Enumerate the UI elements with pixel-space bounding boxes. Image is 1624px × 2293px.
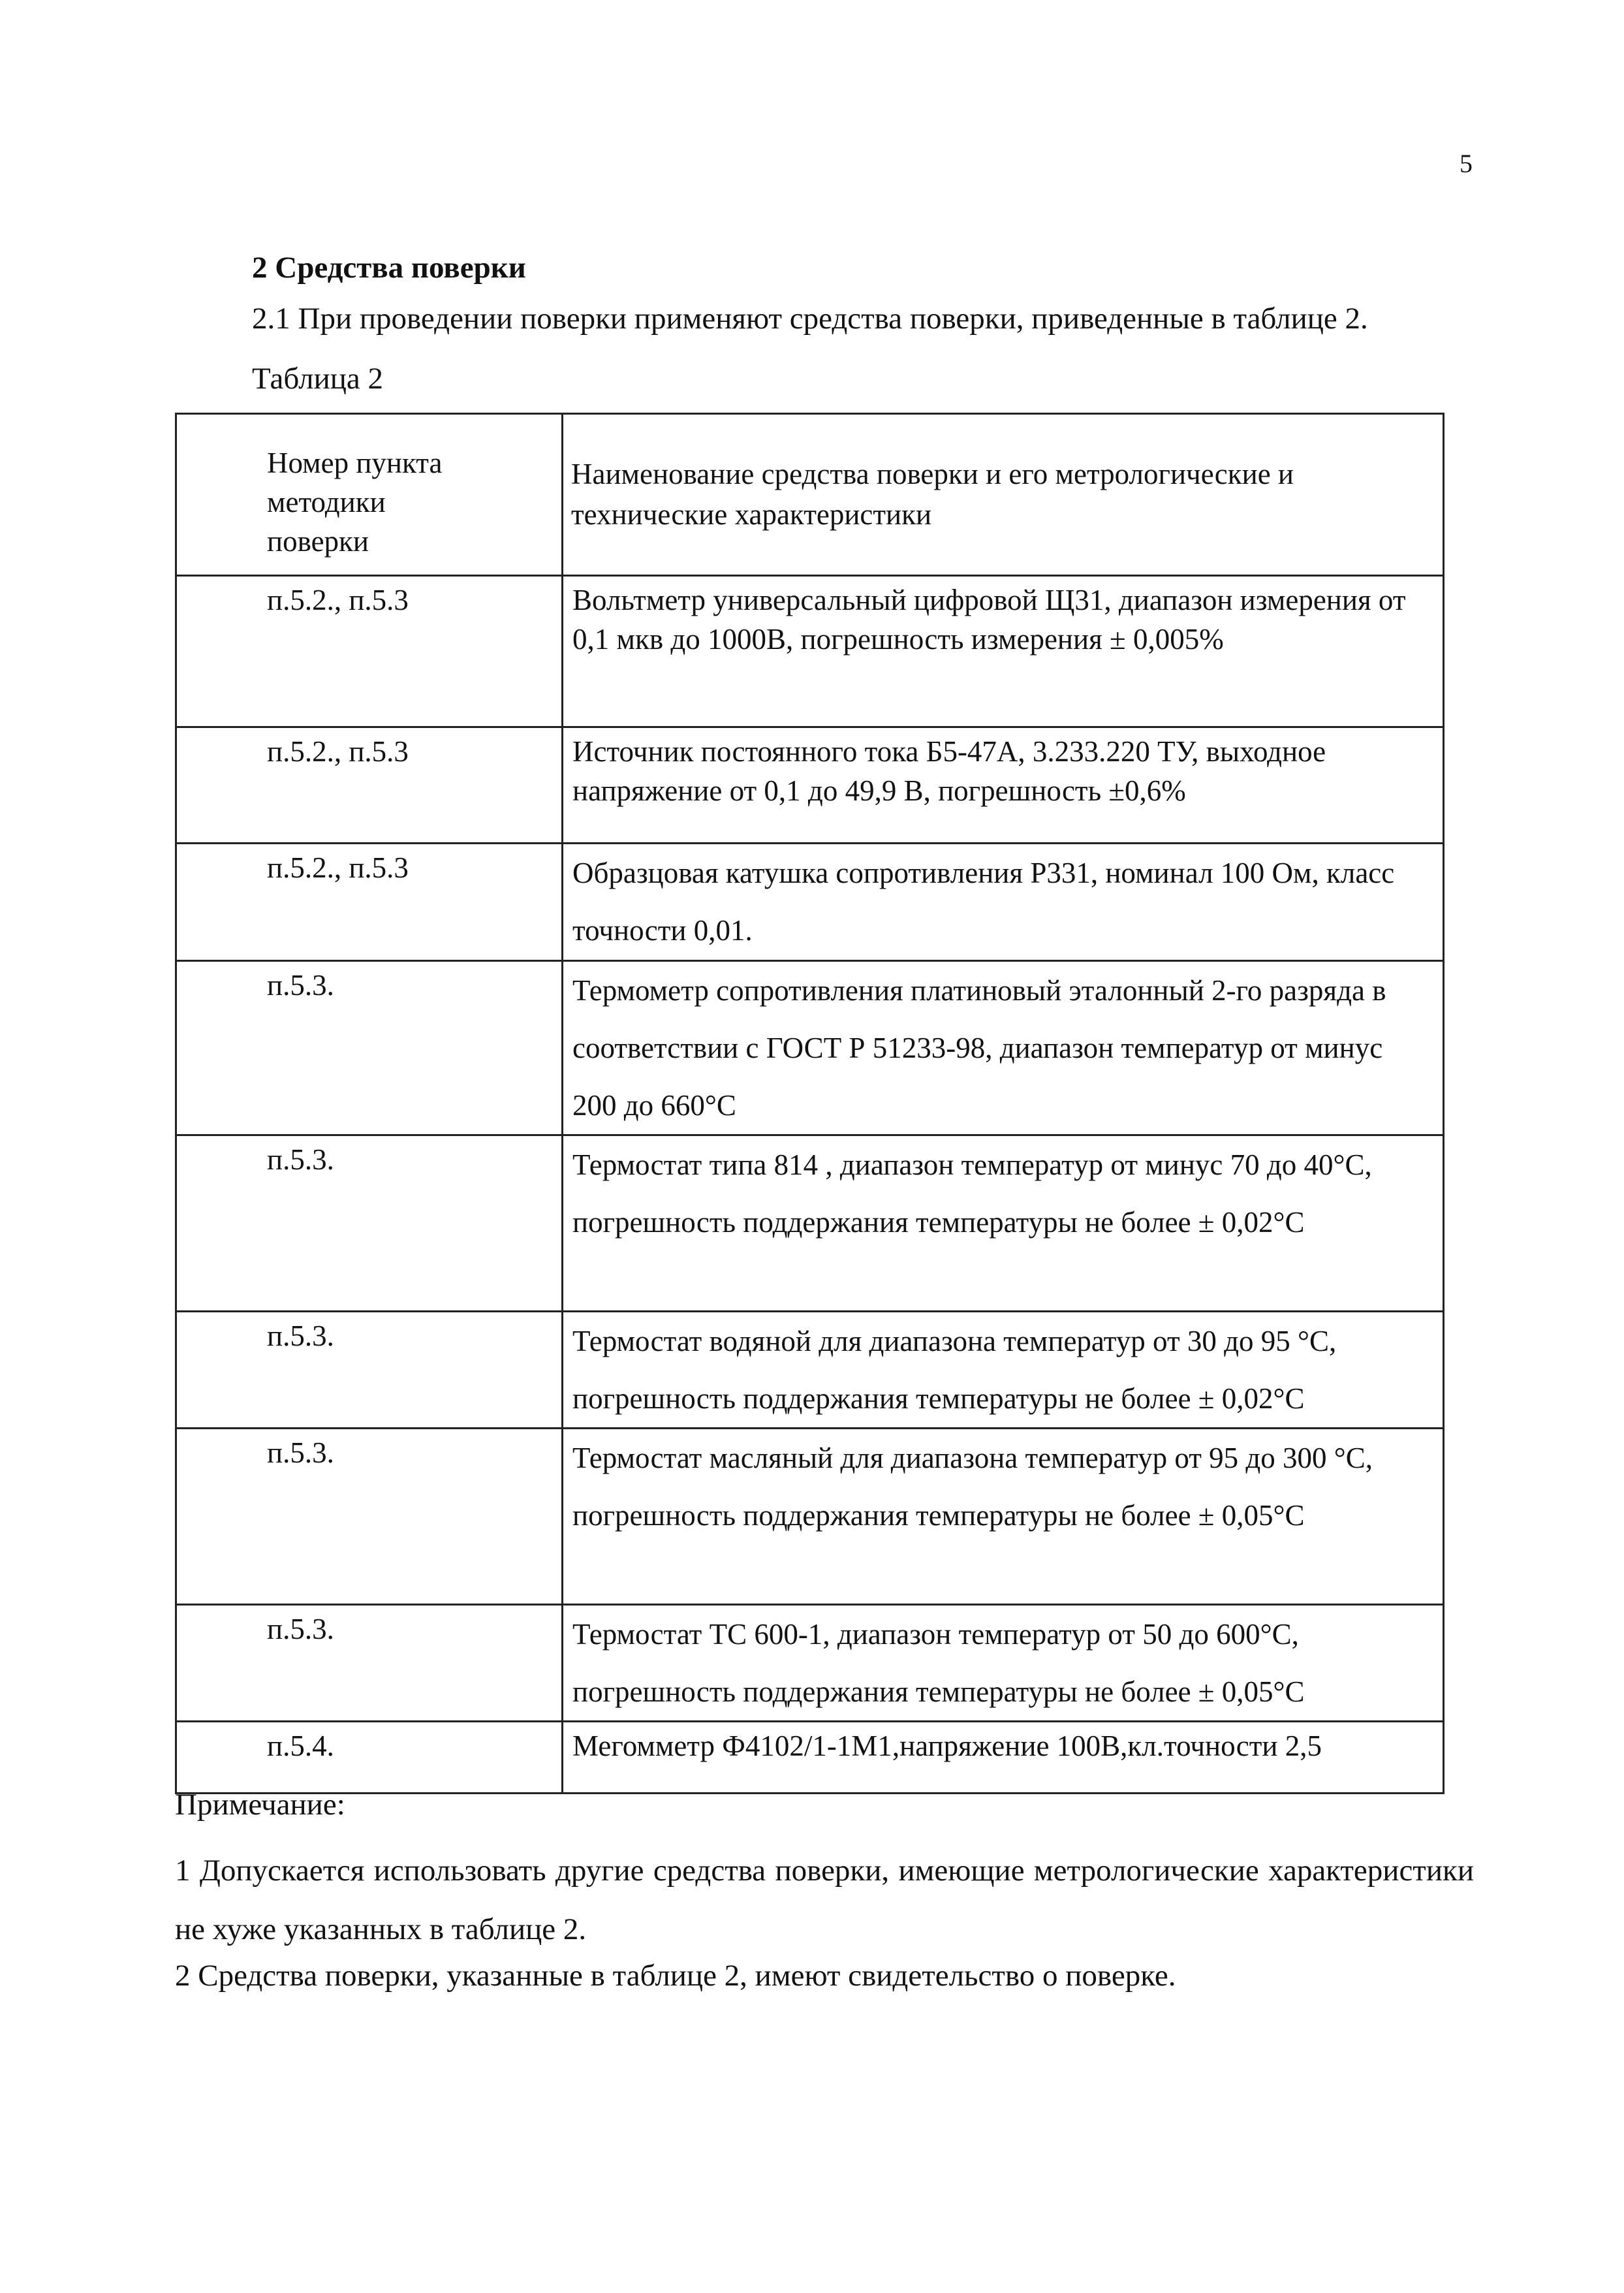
note-item: 1 Допускается использовать другие средства поверки, имеющие метрологические характеристики не хуже указанных в таблице 2. bbox=[175, 1854, 1474, 1946]
table-header-row bbox=[176, 414, 1444, 576]
description-cell bbox=[563, 1135, 1444, 1312]
item-cell bbox=[176, 727, 563, 844]
item-description: Термостат типа 814 , диапазон температур от минус 70 до 40°С, погрешность поддержания температуры не более ± 0,02°С bbox=[572, 1148, 1372, 1239]
item-cell bbox=[176, 1605, 563, 1722]
description-cell bbox=[563, 727, 1444, 844]
item-description: Термостат водяной для диапазона температур от 30 до 95 °С, погрешность поддержания температуры не более ± 0,02°С bbox=[572, 1325, 1337, 1415]
item-cell bbox=[176, 961, 563, 1135]
table-row bbox=[176, 1312, 1444, 1429]
item-description: Мегомметр Ф4102/1-1М1,напряжение 100В,кл.точности 2,5 bbox=[572, 1730, 1322, 1762]
item-number: п.5.4. bbox=[267, 1730, 334, 1762]
item-number: п.5.3. bbox=[267, 1436, 334, 1469]
header-description-label: Наименование средства поверки и его метрологические и технические характеристики bbox=[571, 458, 1294, 531]
item-cell bbox=[176, 844, 563, 961]
page-number: 5 bbox=[1460, 149, 1473, 178]
header-cell-item bbox=[176, 414, 563, 576]
description-cell bbox=[563, 1605, 1444, 1722]
table-caption: Таблица 2 bbox=[252, 362, 384, 396]
table-row bbox=[176, 727, 1444, 844]
notes-label: Примечание: bbox=[175, 1788, 345, 1822]
item-number: п.5.3. bbox=[267, 1320, 334, 1352]
description-cell bbox=[563, 844, 1444, 961]
section-title: 2 Средства поверки bbox=[252, 251, 526, 285]
item-cell bbox=[176, 1312, 563, 1429]
item-description: Термостат масляный для диапазона температур от 95 до 300 °С, погрешность поддержания температуры не более ± 0,05°С bbox=[572, 1442, 1373, 1532]
table-row bbox=[176, 576, 1444, 727]
description-cell bbox=[563, 961, 1444, 1135]
item-description: Термостат ТС 600-1, диапазон температур от 50 до 600°С, погрешность поддержания температуры не более ± 0,05°С bbox=[572, 1618, 1305, 1708]
item-number: п.5.3. bbox=[267, 969, 334, 1002]
description-cell bbox=[563, 1429, 1444, 1605]
verification-tools-table bbox=[175, 413, 1444, 1794]
item-description: Образцовая катушка сопротивления Р331, номинал 100 Ом, класс точности 0,01. bbox=[572, 857, 1395, 947]
header-item-label: Номер пункта методики поверки bbox=[267, 447, 443, 558]
description-cell bbox=[563, 576, 1444, 727]
description-cell bbox=[563, 1312, 1444, 1429]
item-cell bbox=[176, 1429, 563, 1605]
table-row bbox=[176, 844, 1444, 961]
item-cell bbox=[176, 1135, 563, 1312]
table-row bbox=[176, 1605, 1444, 1722]
description-cell bbox=[563, 1722, 1444, 1794]
header-cell-description bbox=[563, 414, 1444, 576]
item-cell bbox=[176, 576, 563, 727]
item-description: Источник постоянного тока Б5-47А, 3.233.220 ТУ, выходное напряжение от 0,1 до 49,9 В, погрешность ±0,6% bbox=[572, 735, 1326, 807]
note-item: 2 Средства поверки, указанные в таблице 2, имеют свидетельство о поверке. bbox=[175, 1959, 1176, 1993]
item-description: Термометр сопротивления платиновый эталонный 2-го разряда в соответствии с ГОСТ Р 51233-98, диапазон температур от минус 200 до 660°С bbox=[572, 974, 1386, 1122]
item-cell bbox=[176, 1722, 563, 1794]
item-number: п.5.2., п.5.3 bbox=[267, 851, 409, 884]
table-row bbox=[176, 1722, 1444, 1794]
table-row bbox=[176, 961, 1444, 1135]
table-row bbox=[176, 1429, 1444, 1605]
item-number: п.5.3. bbox=[267, 1143, 334, 1176]
item-description: Вольтметр универсальный цифровой Щ31, диапазон измерения от 0,1 мкв до 1000В, погрешность измерения ± 0,005% bbox=[572, 584, 1406, 656]
intro-paragraph: 2.1 При проведении поверки применяют средства поверки, приведенные в таблице 2. bbox=[252, 302, 1368, 336]
table-row bbox=[176, 1135, 1444, 1312]
item-number: п.5.3. bbox=[267, 1613, 334, 1645]
item-number: п.5.2., п.5.3 bbox=[267, 735, 409, 768]
item-number: п.5.2., п.5.3 bbox=[267, 584, 409, 616]
